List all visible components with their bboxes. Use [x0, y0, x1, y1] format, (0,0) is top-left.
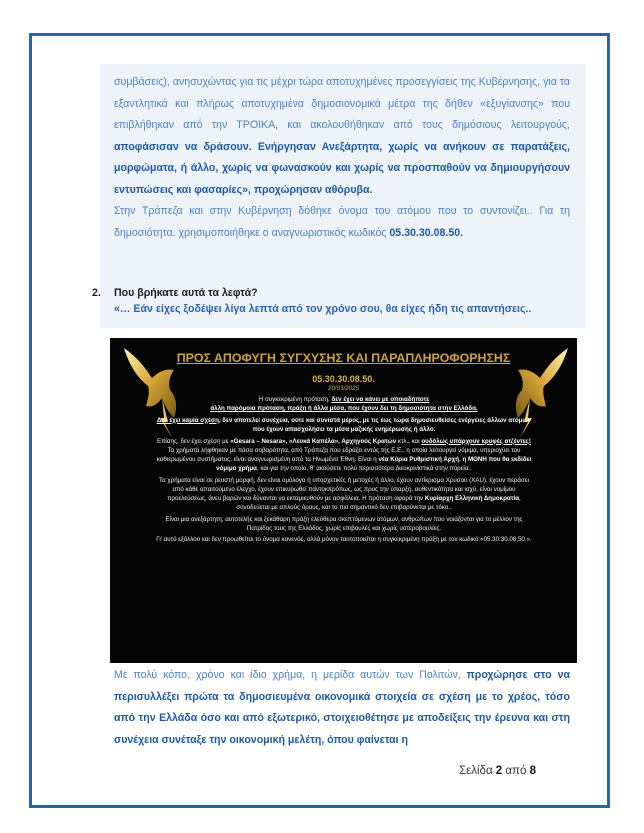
question-heading	[92, 287, 258, 299]
page-footer	[459, 765, 536, 777]
notice-emphasis: η ΜΟΝΗ που θα εκδίδει νόμιμο χρήμα	[216, 455, 532, 472]
notice-paragraph-4	[154, 476, 534, 512]
paragraph-1	[114, 72, 570, 244]
notice-date: 20/03/2025	[328, 385, 359, 392]
notice-paragraph-5: Είναι μια ανεξάρτητη, αυτοτελής και ξεκάθαρη πράξη ελεύθερα σκεπτόμενων ατόμων, ανθρώπων που νοιάζονται για το μέλλον της Πατρίδος τους της Ελλάδος, χωρίς επιβουλές και χωρίς υστεροβουλίες.	[165, 515, 523, 532]
notice-title: ΠΡΟΣ ΑΠΟΦΥΓΗ ΣΥΓΧΥΣΗΣ ΚΑΙ ΠΑΡΑΠΛΗΡΟΦΟΡΗΣΗΣ	[176, 351, 511, 365]
question-number: 2.	[92, 287, 101, 299]
total-pages: 8	[529, 765, 536, 777]
identifier-code: 05.30.30.08.50.	[389, 226, 464, 239]
notice-image	[110, 338, 577, 663]
footer-of: από	[502, 765, 530, 777]
notice-emphasis: δεν έχει να κάνει με οποιαδήποτε	[331, 396, 430, 403]
notice-text: , δεν αποτελεί συνέχεια, ούτε και συνιστά μέρος, με τις έως τώρα δημοσιευθείσες ενέργειες άλλων ατόμων που έχουν απασχολήσει τα μέσα μαζικής ενημέρωσης ή άλλο.	[218, 416, 532, 433]
current-page: 2	[495, 765, 503, 777]
notice-text: Η συγκεκριμένη πρόταση,	[258, 396, 332, 403]
notice-text: Επίσης, δεν έχει σχέση με	[157, 437, 231, 445]
notice-code: 05.30.30.08.50.	[312, 374, 375, 384]
footer-label: Σελίδα	[459, 765, 496, 777]
notice-text: ,	[459, 455, 463, 463]
notice-text: , συνοδεύεται με απλούς όρους, και το πιο σημαντικό δεν επιβαρύνεται με τόκο..	[236, 494, 521, 511]
notice-emphasis: «Gesara – Nesara», «Λευκά Καπέλα», Αρχηγούς Κρατών	[230, 437, 397, 445]
notice-text: Τα χρήματα λήφθηκαν με πάσα σοβαρότητα, από Τράπεζα που εδράζει εντός της Ε.Ε., η οποία λειτουργεί νόμιμα, υπεριοχύει του καθιερωμένου συστήματος, είναι αναγνωρισμένη από τα Ηνωμένα Έθνη. Είναι η	[156, 446, 521, 463]
paragraph-1-text-2: Στην Τράπεζα και στην Κυβέρνηση δόθηκε όνομα του ατόμου που το συντονίζει.. Για τη δημοσιότητα. χρησιμοποιήθηκε ο αναγνωριστικός κωδικός	[114, 205, 570, 239]
notice-emphasis: νέα Κύρια Ρυθμιστική Αρχή	[378, 455, 460, 463]
notice-emphasis: Κυρίαρχη Ελληνική Δημοκρατία	[424, 494, 519, 502]
notice-body	[154, 395, 534, 547]
notice-text: κτλ., και	[396, 437, 422, 445]
paragraph-3-strong: προχώρησε στο να περισυλλέξει πρώτα τα δημοσιευμένα οικονομικά στοιχεία σε σχέση με το χρέος, τόσο από την Ελλάδα όσο και από εξωτερικό, στοιχειοθέτησε με αποδείξεις την έρευνα και στη συνέχεια συνέταξε την οικονομική μελέτη, όπου φαίνεται η	[114, 669, 570, 746]
paragraph-1-strong: αποφάσισαν να δράσουν. Ενήργησαν Ανεξάρτητα, χωρίς να ανήκουν σε παρατάξεις, μορφώματα, ή άλλο, χωρίς να φωνασκούν και χωρίς να προσπαθούν να δημιουργήσουν εντυπώσεις και φασαρίες», προχώρησαν αθόρυβα.	[114, 140, 570, 196]
notice-emphasis: Δεν έχει καμία σχέση	[156, 416, 219, 424]
notice-emphasis: ουδόλως υπάρχουν κρυφές ατζέντες!	[421, 437, 531, 445]
notice-emphasis: άλλη παρόμοια πρόταση, πράξη ή άλλα μέσα, που έχουν δει τη δημοσιότητα στην Ελλάδα.	[210, 405, 478, 413]
notice-paragraph-1	[154, 395, 534, 413]
notice-paragraph-6: Γι' αυτό εξάλλου και δεν προωθείται το όνομα κανενός, αλλά μόνον ταυτοποιείται η συγκεκριμένη πράξη με τον κωδικό:«05.30.30.08.50.».	[156, 536, 532, 544]
notice-paragraph-3	[154, 437, 534, 473]
paragraph-1-text: συμβάσεις), ανησυχώντας για τις μέχρι τώρα αποτυχημένες προσεγγίσεις της Κυβέρνησης, για τα εξαντλητικά και πλήρως αποτυχημένα δημοσιονομικά μέτρα της δήθεν «εξυγίανσης» που επιβλήθηκαν από την ΤΡΟΙΚΑ, και ακολουθήθηκαν από τους δημόσιους λειτουργούς,	[114, 76, 570, 131]
notice-paragraph-2	[154, 416, 534, 434]
notice-text: Τα χρήματα είναι σε ρευστή μορφή, δεν είναι ομόλογα ή υποσχετικές ή μετοχές ή άλλο, έχουν αντίκρισμα Χρυσού (XAU), έχουν περάσει από κάθε απαιτούμενο έλεγχο, έχουν επικυρωθεί παντοιοτρόπως, ως προς την ύπαρξη, αυθεντικότητα και ισχύ, είναι νομίμου προελεύσεως, άνευ βαρών και δύνανται να εκταμιευθούν με ασφάλεια. Η πρόταση αφορά την	[159, 476, 529, 502]
question-text: Που βρήκατε αυτά τα λεφτά?	[114, 287, 258, 299]
question-answer: «… Εάν είχες ξοδέψει λίγα λεπτά από τον χρόνο σου, θα είχες ήδη τις απαντήσεις..	[114, 303, 532, 315]
paragraph-3-text: Με πολύ κόπο, χρόνο και ίδιο χρήμα, η μερίδα αυτών των Πολιτών,	[114, 669, 467, 681]
notice-text: , και για την οποία, θ' ακούσετε πολύ περισσότερα διευκρινιστικά στην πορεία..	[256, 464, 472, 472]
paragraph-3	[114, 665, 570, 751]
